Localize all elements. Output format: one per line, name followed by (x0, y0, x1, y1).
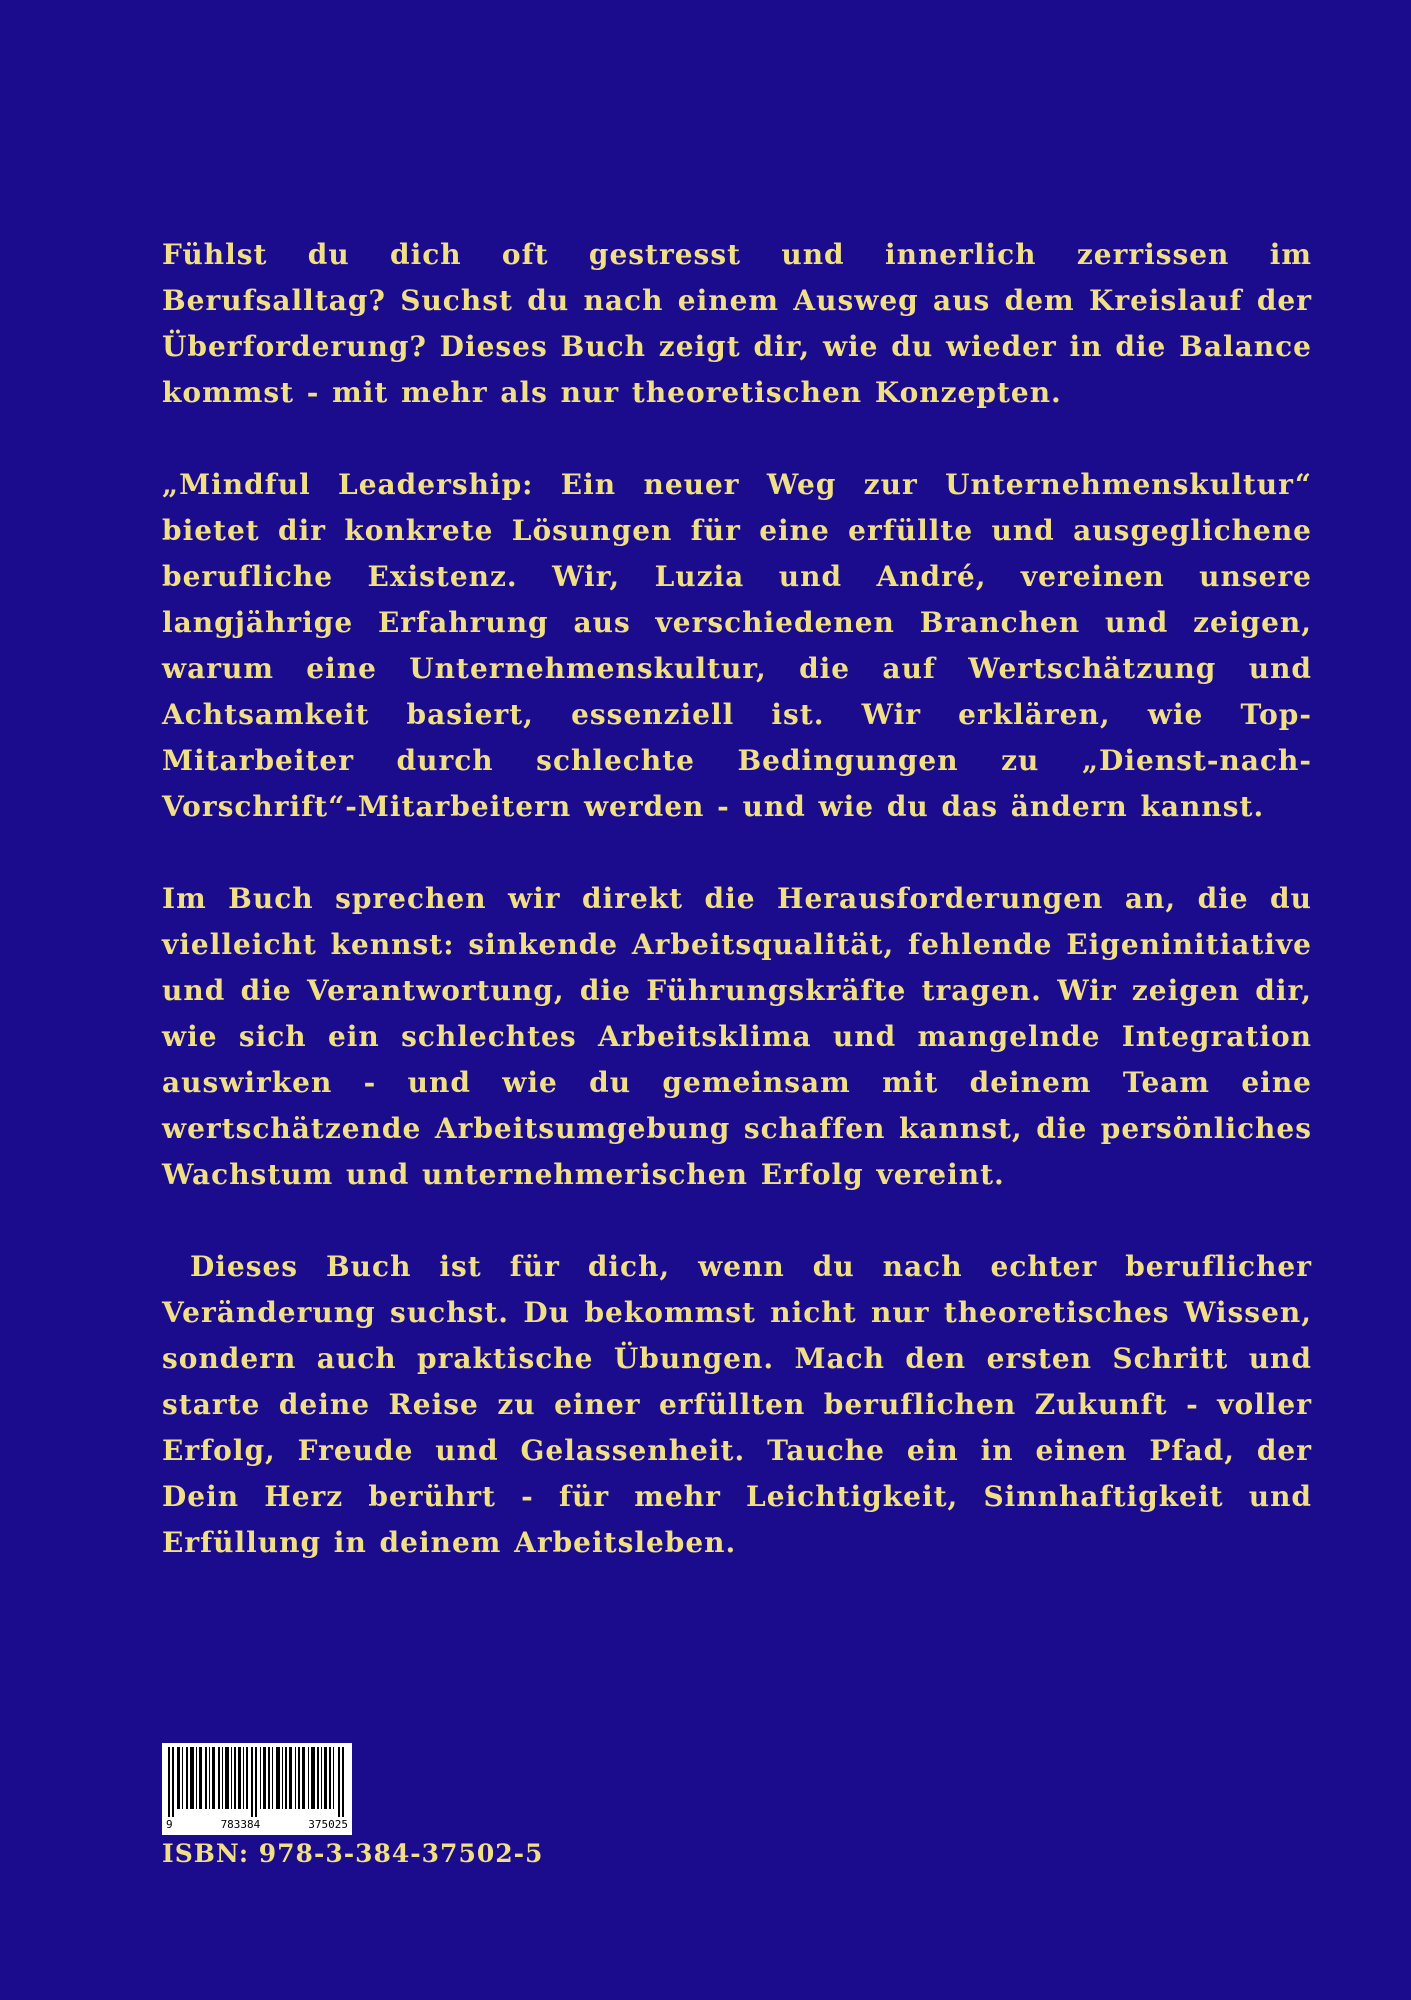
barcode-digits (162, 1817, 352, 1833)
blurb-paragraph-4: Dieses Buch ist für dich, wenn du nach echter beruflicher Veränderung suchst. Du bekommst nicht nur theoretisches Wissen, sondern auch praktische Übungen. Mach den ersten Schritt und starte deine Reise zu einer erfüllten beruflichen Zukunft - voller Erfolg, Freude und Gelassenheit. Tauche ein in einen Pfad, der Dein Herz berührt - für mehr Leichtigkeit, Sinnhaftigkeit und Erfüllung in deinem Arbeitsleben. (162, 1250, 1325, 1559)
isbn-barcode (162, 1743, 352, 1835)
isbn-label: ISBN: 978-3-384-37502-5 (162, 1839, 544, 1868)
barcode-digit-group-2: 375025 (308, 1818, 348, 1831)
barcode-lead-digit: 9 (166, 1818, 173, 1831)
barcode-bars-graphic (168, 1747, 346, 1817)
blurb-paragraph-2: „Mindful Leadership: Ein neuer Weg zur Unternehmenskultur“ bietet dir konkrete Lösungen für eine erfüllte und ausgeglichene berufliche Existenz. Wir, Luzia und André, vereinen unsere langjährige Erfahrung aus verschiedenen Branchen und zeigen, warum eine Unternehmenskultur, die auf Wertschätzung und Achtsamkeit basiert, essenziell ist. Wir erklären, wie Top-Mitarbeiter durch schlechte Bedingungen zu „Dienst-nach-Vorschrift“-Mitarbeitern werden - und wie du das ändern kannst. (162, 468, 1325, 823)
barcode-digit-group-1: 783384 (220, 1818, 261, 1831)
blurb-text (162, 232, 1325, 1612)
blurb-paragraph-1: Fühlst du dich oft gestresst und innerlich zerrissen im Berufsalltag? Suchst du nach einem Ausweg aus dem Kreislauf der Überforderung? Dieses Buch zeigt dir, wie du wieder in die Balance kommst - mit mehr als nur theoretischen Konzepten. (162, 238, 1325, 409)
blurb-paragraph-3: Im Buch sprechen wir direkt die Herausforderungen an, die du vielleicht kennst: sinkende Arbeitsqualität, fehlende Eigeninitiative und die Verantwortung, die Führungskräfte tragen. Wir zeigen dir, wie sich ein schlechtes Arbeitsklima und mangelnde Integration auswirken - und wie du gemeinsam mit deinem Team eine wertschätzende Arbeitsumgebung schaffen kannst, die persönliches Wachstum und unternehmerischen Erfolg vereint. (162, 882, 1325, 1191)
